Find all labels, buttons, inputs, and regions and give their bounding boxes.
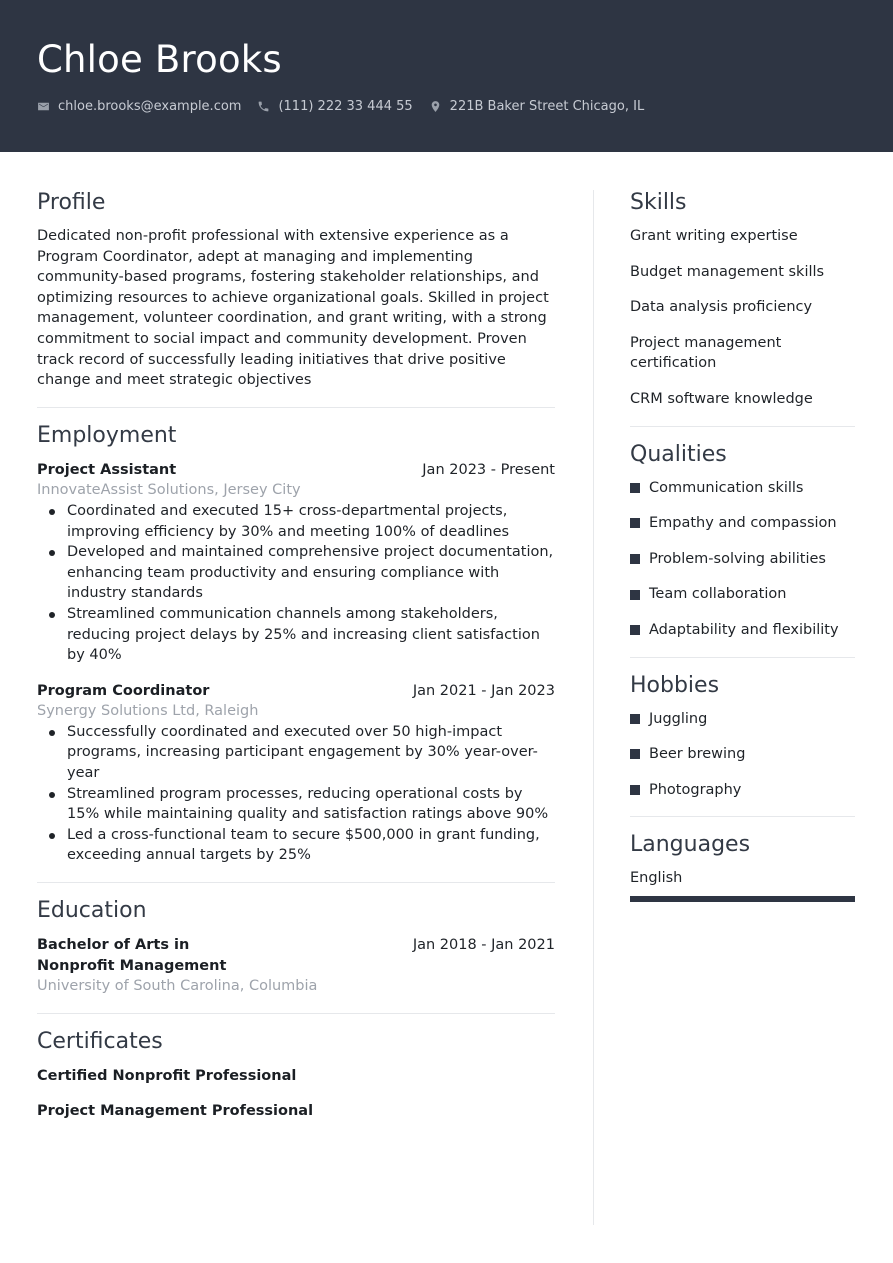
language-name: English xyxy=(630,870,683,887)
column-divider xyxy=(593,190,594,1225)
section-divider xyxy=(630,657,855,658)
education-title: Education xyxy=(37,898,147,924)
square-bullet-icon xyxy=(630,518,640,528)
profile-title: Profile xyxy=(37,190,106,215)
list-item: Developed and maintained comprehensive project documentation, enhancing team productivity and ensuring compliance with industry standards xyxy=(37,542,555,604)
skill-item: Data analysis proficiency xyxy=(630,299,813,316)
list-item: Coordinated and executed 15+ cross-departmental projects, improving efficiency by 30% and meeting 100% of deadlines xyxy=(37,501,555,542)
job-title: Program Coordinator xyxy=(37,682,210,699)
square-bullet-icon xyxy=(630,714,640,724)
certificates-title: Certificates xyxy=(37,1028,163,1054)
quality-item xyxy=(630,584,855,605)
contact-email[interactable] xyxy=(37,99,241,114)
quality-text: Problem-solving abilities xyxy=(649,550,826,567)
square-bullet-icon xyxy=(630,590,640,600)
hobby-item xyxy=(630,780,855,801)
hobby-text: Juggling xyxy=(649,710,708,727)
qualities-title: Qualities xyxy=(630,441,727,467)
job-header xyxy=(37,681,555,702)
header-banner xyxy=(0,0,893,152)
language-level-fill xyxy=(630,896,855,902)
job-entry xyxy=(37,460,555,666)
main-column xyxy=(37,188,555,1122)
job-title: Project Assistant xyxy=(37,461,177,478)
certificate-item: Project Management Professional xyxy=(37,1103,314,1120)
quality-item xyxy=(630,478,855,499)
hobbies-title: Hobbies xyxy=(630,672,720,698)
square-bullet-icon xyxy=(630,625,640,635)
list-item: Led a cross-functional team to secure $500,000 in grant funding, exceeding annual targets by 25% xyxy=(37,825,555,866)
quality-text: Team collaboration xyxy=(649,586,787,603)
education-header xyxy=(37,935,555,976)
hobby-text: Beer brewing xyxy=(649,746,746,763)
section-divider xyxy=(37,407,555,408)
school-name: University of South Carolina, Columbia xyxy=(37,978,318,995)
skills-title: Skills xyxy=(630,190,687,215)
qualities-section xyxy=(630,440,855,641)
job-entry xyxy=(37,681,555,866)
job-bullets xyxy=(37,722,555,866)
quality-text: Communication skills xyxy=(649,479,804,496)
email-text: chloe.brooks@example.com xyxy=(58,98,242,114)
skills-section xyxy=(630,188,855,410)
section-divider xyxy=(630,816,855,817)
candidate-name: Chloe Brooks xyxy=(37,38,282,81)
list-item: Streamlined program processes, reducing operational costs by 15% while maintaining quality and satisfaction ratings above 90% xyxy=(37,784,555,825)
certificates-section xyxy=(37,1027,555,1122)
square-bullet-icon xyxy=(630,554,640,564)
certificate-item: Certified Nonprofit Professional xyxy=(37,1067,297,1084)
job-organization: Synergy Solutions Ltd, Raleigh xyxy=(37,703,259,720)
list-item: Successfully coordinated and executed over 50 high-impact programs, increasing participant engagement by 30% year-over-year xyxy=(37,722,555,784)
languages-section xyxy=(630,830,855,902)
section-divider xyxy=(37,1013,555,1014)
quality-item xyxy=(630,513,855,534)
degree-title: Bachelor of Arts in Nonprofit Management xyxy=(37,937,227,974)
education-date: Jan 2018 - Jan 2021 xyxy=(412,937,555,954)
skill-item: CRM software knowledge xyxy=(630,390,813,407)
employment-title: Employment xyxy=(37,422,177,448)
hobbies-section xyxy=(630,671,855,801)
location-pin-icon xyxy=(429,100,442,113)
job-date: Jan 2023 - Present xyxy=(422,461,555,478)
square-bullet-icon xyxy=(630,749,640,759)
education-section xyxy=(37,896,555,997)
mail-icon xyxy=(37,100,50,113)
languages-title: Languages xyxy=(630,832,751,858)
section-divider xyxy=(37,882,555,883)
phone-text: (111) 222 33 444 55 xyxy=(278,98,413,114)
contact-address xyxy=(429,99,645,114)
contact-row xyxy=(37,96,660,116)
quality-text: Adaptability and flexibility xyxy=(649,621,839,638)
quality-item xyxy=(630,549,855,570)
employment-section xyxy=(37,421,555,866)
job-bullets xyxy=(37,501,555,666)
hobby-item xyxy=(630,744,855,765)
contact-phone[interactable] xyxy=(257,99,412,114)
phone-icon xyxy=(257,100,270,113)
skill-item: Grant writing expertise xyxy=(630,228,798,244)
job-organization: InnovateAssist Solutions, Jersey City xyxy=(37,482,301,499)
hobby-text: Photography xyxy=(649,781,742,798)
job-header xyxy=(37,460,555,481)
job-date: Jan 2021 - Jan 2023 xyxy=(412,682,555,699)
skill-item: Budget management skills xyxy=(630,263,825,280)
hobby-item xyxy=(630,709,855,730)
square-bullet-icon xyxy=(630,483,640,493)
quality-text: Empathy and compassion xyxy=(649,515,837,532)
square-bullet-icon xyxy=(630,785,640,795)
sidebar-column xyxy=(630,188,855,902)
address-text: 221B Baker Street Chicago, IL xyxy=(449,98,645,114)
language-level-bar xyxy=(630,896,855,902)
list-item: Streamlined communication channels among stakeholders, reducing project delays by 25% and increasing client satisfaction by 40% xyxy=(37,604,555,666)
profile-summary: Dedicated non-profit professional with extensive experience as a Program Coordinator, adept at managing and implementing community-based programs, fostering stakeholder relationships, and optimizing resources to achieve organizational goals. Skilled in project management, volunteer coordination, and grant writing, with a strong commitment to social impact and community development. Proven track record of successfully leading initiatives that drive positive change and meet strategic objectives xyxy=(37,228,549,389)
skill-item: Project management certification xyxy=(630,334,782,372)
section-divider xyxy=(630,426,855,427)
quality-item xyxy=(630,620,855,641)
profile-section xyxy=(37,188,555,391)
